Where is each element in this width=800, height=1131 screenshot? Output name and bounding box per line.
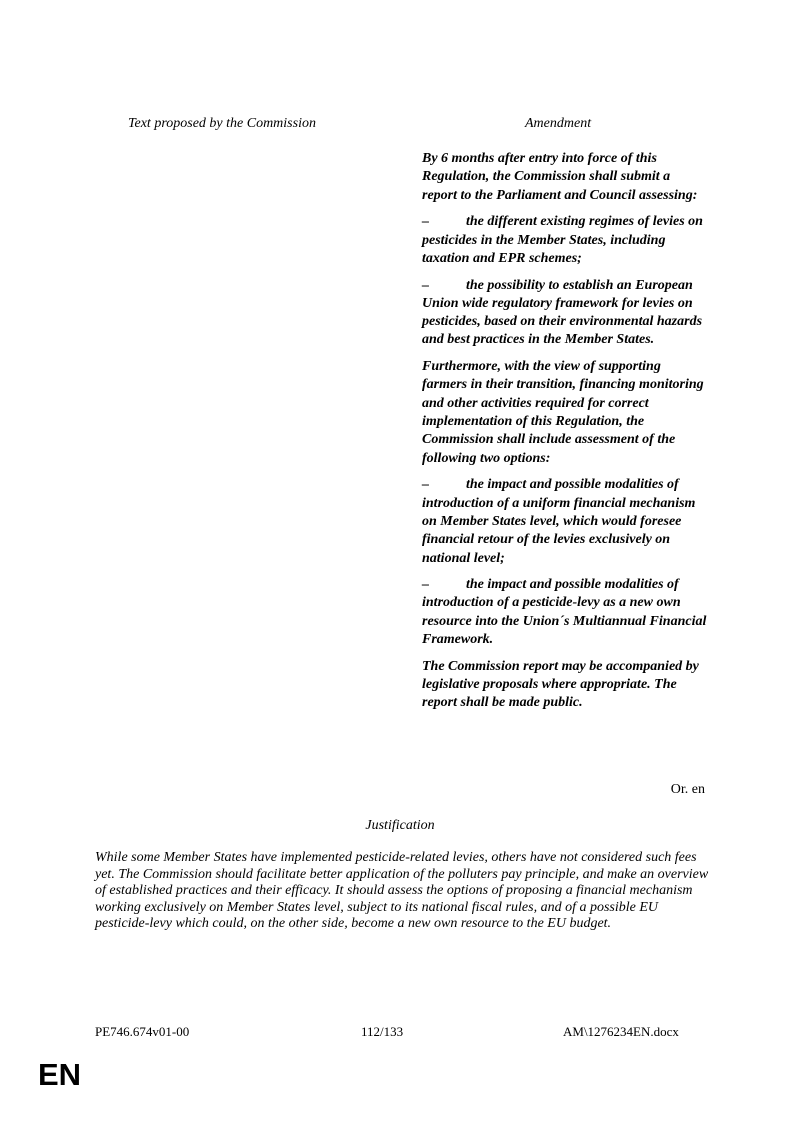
- amendment-header: Amendment: [525, 116, 592, 131]
- language-tag: EN: [38, 1057, 82, 1092]
- amendment-furthermore: Furthermore, with the view of supporting farmers in their transition, financing monitoring and other activities required for correct implementation of this Regulation, the Commission shall include assessment of the following two options:: [422, 359, 704, 466]
- amendment-item-2-text: the possibility to establish an European Union wide regulatory framework for levies on pesticides, based on their environmental hazards and best practices in the Member States.: [422, 277, 703, 348]
- amendment-item-1: [422, 213, 707, 268]
- justification-title: Justification: [365, 818, 435, 833]
- footer-page-number: 112/133: [361, 1024, 404, 1039]
- amendment-intro: By 6 months after entry into force of this Regulation, the Commission shall submit a report to the Parliament and Council assessing:: [422, 151, 698, 203]
- footer-document-name: AM\1276234EN.docx: [563, 1024, 679, 1039]
- dash-marker: –: [422, 477, 429, 493]
- amendment-closing: The Commission report may be accompanied by legislative proposals where appropriate. The report shall be made public.: [422, 658, 699, 711]
- original-language: Or. en: [670, 782, 705, 797]
- justification-text: While some Member States have implemented pesticide-related levies, others have not considered such fees yet. The Commission should facilitate better application of the polluters pay principle, and make an overview of established practices and their efficacy. It should assess the options of proposing a financial mechanism working exclusively on Member States level, subject to its national fiscal rules, and of a possible EU pesticide-levy which could, on the other side, become a new own resource to the EU budget.: [95, 850, 709, 931]
- amendment-item-3-text: the impact and possible modalities of introduction of a uniform financial mechanism on Member States level, which would foresee financial retour of the levies exclusively on national level;: [422, 477, 696, 566]
- dash-marker: –: [422, 277, 429, 293]
- amendment-column: [422, 150, 707, 721]
- dash-marker: –: [422, 577, 429, 593]
- amendment-item-4-text: the impact and possible modalities of introduction of a pesticide-levy as a new own resource into the Union´s Multiannual Financial Framework.: [422, 577, 707, 648]
- amendment-item-3: [422, 476, 707, 567]
- commission-text-header: Text proposed by the Commission: [128, 116, 316, 131]
- amendment-item-2: [422, 277, 707, 350]
- dash-marker: –: [422, 214, 429, 230]
- amendment-item-1-text: the different existing regimes of levies on pesticides in the Member States, including taxation and EPR schemes;: [422, 214, 703, 266]
- footer-reference: PE746.674v01-00: [95, 1024, 190, 1039]
- amendment-item-4: [422, 576, 707, 649]
